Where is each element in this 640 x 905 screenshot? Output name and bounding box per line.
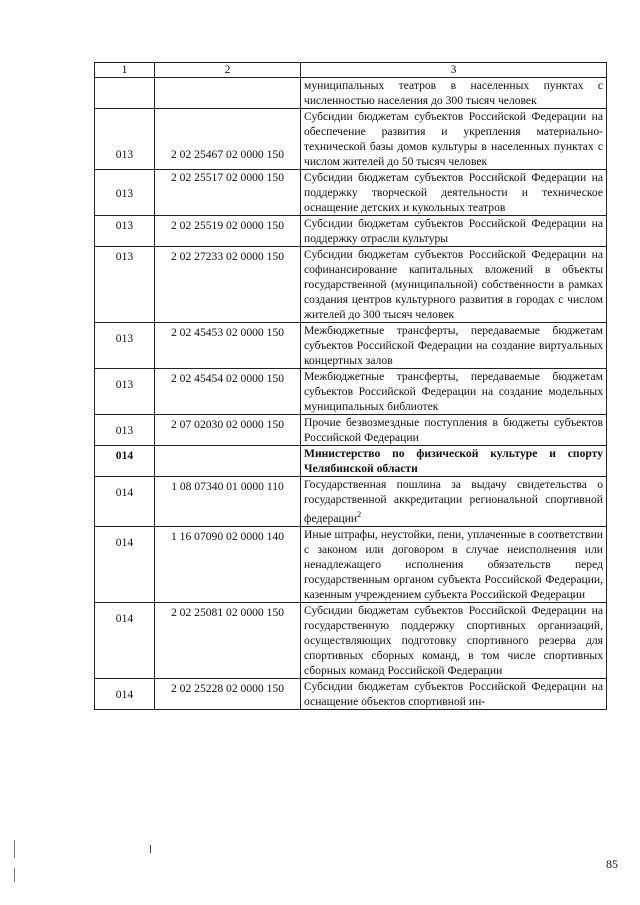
admin-code-cell: 014 — [95, 602, 155, 678]
budget-code-cell: 2 02 45453 02 0000 150 — [155, 323, 301, 369]
section-title-cell: Министерство по физической культуре и спорту Челябинской области — [301, 446, 607, 477]
header-col-3: 3 — [301, 63, 607, 78]
description-cell: Межбюджетные трансферты, передаваемые бюджетам субъектов Российской Федерации на создание модельных муниципальных библиотек — [301, 369, 607, 415]
header-col-2: 2 — [155, 63, 301, 78]
description-text: Государственная пошлина за выдачу свидетельства о государственной аккредитации региональной спортивной федерации — [304, 478, 603, 525]
admin-code-cell — [95, 78, 155, 109]
admin-code-cell: 013 — [95, 247, 155, 323]
description-cell: Межбюджетные трансферты, передаваемые бюджетам субъектов Российской Федерации на создание виртуальных концертных залов — [301, 323, 607, 369]
description-cell: Прочие безвозмездные поступления в бюджеты субъектов Российской Федерации — [301, 415, 607, 446]
description-cell: Субсидии бюджетам субъектов Российской Федерации на обеспечение развития и укрепления материально-технической базы домов культуры в населенных пунктах с числом жителей до 50 тысяч человек — [301, 109, 607, 170]
table-row — [95, 247, 607, 323]
table-header-row — [95, 63, 607, 78]
admin-code-cell: 013 — [95, 170, 155, 216]
budget-code-cell — [155, 78, 301, 109]
description-cell: Субсидии бюджетам субъектов Российской Федерации на поддержку творческой деятельности и техническое оснащение детских и кукольных театров — [301, 170, 607, 216]
footnote-mark: 2 — [357, 510, 362, 519]
budget-code-cell: 2 02 25517 02 0000 150 — [155, 170, 301, 216]
admin-code-cell: 013 — [95, 415, 155, 446]
left-margin-mark — [14, 840, 15, 858]
table-row — [95, 78, 607, 109]
description-cell: муниципальных театров в населенных пунктах с численностью населения до 300 тысяч человек — [301, 78, 607, 109]
admin-code-cell: 014 — [95, 678, 155, 709]
description-cell — [301, 477, 607, 527]
table-row — [95, 526, 607, 602]
admin-code-cell: 013 — [95, 369, 155, 415]
table-row — [95, 216, 607, 247]
description-cell: Субсидии бюджетам субъектов Российской Федерации на государственную поддержку спортивных организаций, осуществляющих подготовку спортивного резерва для спортивных сборных команд, в том числе спортивных сборных команд Российской Федерации — [301, 602, 607, 678]
left-margin-mark — [14, 868, 15, 882]
description-cell: Субсидии бюджетам субъектов Российской Федерации на софинансирование капитальных вложений в объекты государственной (муниципальной) собственности в рамках создания центров культурного развития в городах с числом жителей до 300 тысяч человек — [301, 247, 607, 323]
table-row — [95, 170, 607, 216]
description-cell: Субсидии бюджетам субъектов Российской Федерации на оснащение объектов спортивной ин- — [301, 678, 607, 709]
description-cell: Субсидии бюджетам субъектов Российской Федерации на поддержку отрасли культуры — [301, 216, 607, 247]
budget-code-cell: 2 07 02030 02 0000 150 — [155, 415, 301, 446]
page-number: 85 — [606, 857, 618, 871]
table-row — [95, 678, 607, 709]
budget-code-cell: 1 16 07090 02 0000 140 — [155, 526, 301, 602]
column-tick-mark — [150, 845, 151, 853]
budget-code-cell: 2 02 27233 02 0000 150 — [155, 247, 301, 323]
revenue-codes-table — [94, 62, 607, 710]
admin-code-cell: 013 — [95, 109, 155, 170]
table-row — [95, 602, 607, 678]
admin-code-cell: 013 — [95, 323, 155, 369]
table-row — [95, 323, 607, 369]
header-col-1: 1 — [95, 63, 155, 78]
table-row — [95, 415, 607, 446]
budget-code-cell: 2 02 45454 02 0000 150 — [155, 369, 301, 415]
budget-code-cell: 2 02 25081 02 0000 150 — [155, 602, 301, 678]
admin-code-cell: 014 — [95, 526, 155, 602]
budget-code-cell: 2 02 25467 02 0000 150 — [155, 109, 301, 170]
description-cell: Иные штрафы, неустойки, пени, уплаченные в соответствии с законом или договором в случае неисполнения или ненадлежащего исполнения обязательств перед государственным органом субъекта Российской Федерации, казенным учреждением субъекта Российской Федерации — [301, 526, 607, 602]
budget-code-cell: 2 02 25228 02 0000 150 — [155, 678, 301, 709]
admin-code-cell: 014 — [95, 446, 155, 477]
table-row — [95, 109, 607, 170]
admin-code-cell: 014 — [95, 477, 155, 527]
table-row — [95, 477, 607, 527]
table-row — [95, 369, 607, 415]
admin-code-cell: 013 — [95, 216, 155, 247]
budget-code-cell — [155, 446, 301, 477]
budget-code-cell: 1 08 07340 01 0000 110 — [155, 477, 301, 527]
budget-code-cell: 2 02 25519 02 0000 150 — [155, 216, 301, 247]
table-row-section-heading — [95, 446, 607, 477]
